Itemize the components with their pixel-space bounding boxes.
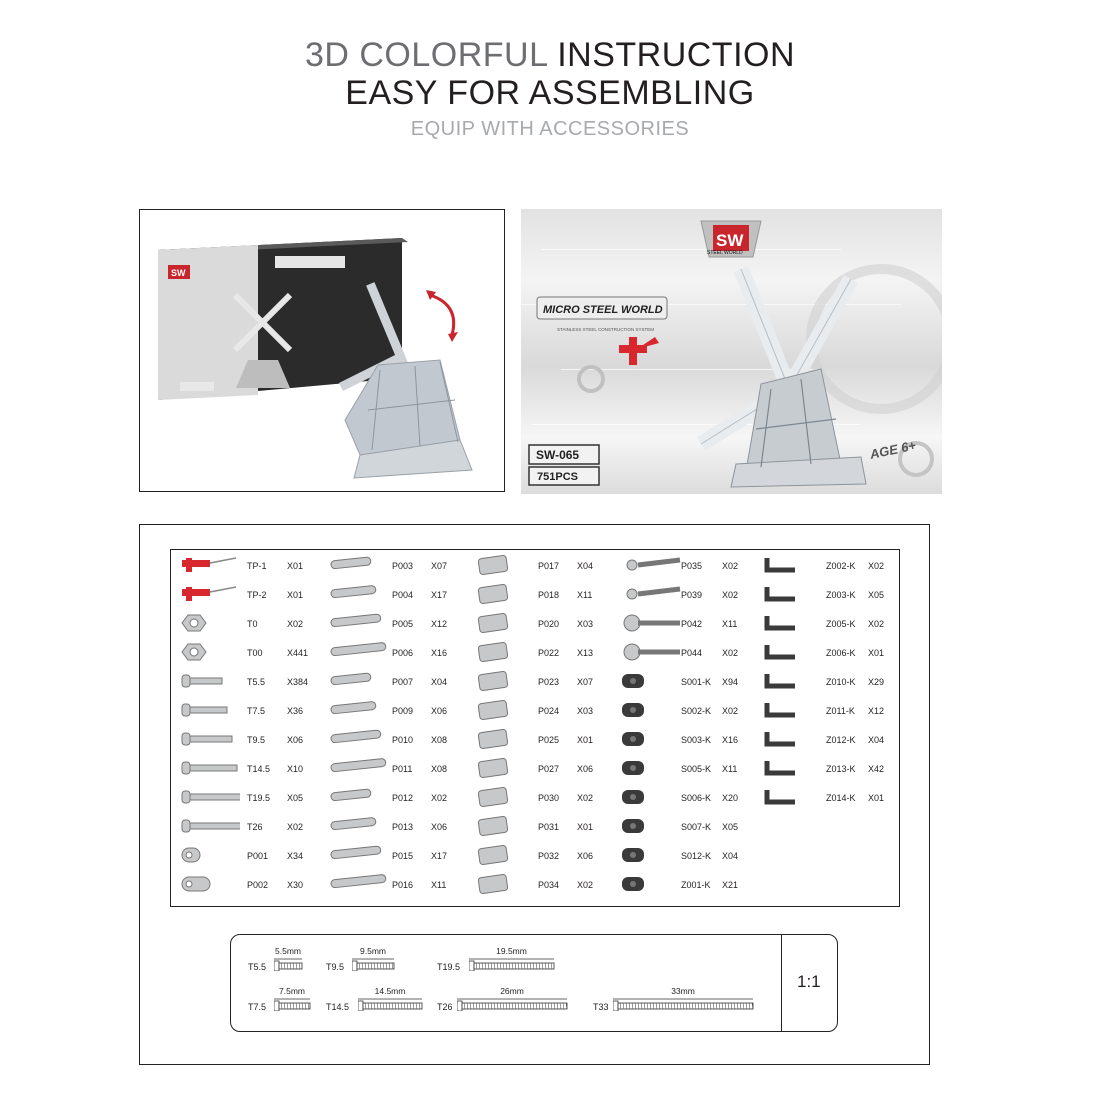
- part-code: T19.5: [247, 793, 271, 803]
- part-item: [618, 583, 758, 605]
- part-quantity: X12: [431, 619, 448, 629]
- headline-line-2: EASY FOR ASSEMBLING: [345, 74, 755, 112]
- part-code: Z001-K: [681, 880, 711, 890]
- part-quantity: X384: [287, 677, 309, 687]
- part-code: P004: [392, 590, 414, 600]
- part-code: T0: [247, 619, 258, 629]
- part-item: [763, 670, 903, 692]
- part-quantity: X21: [722, 880, 739, 890]
- part-quantity: X08: [431, 764, 448, 774]
- part-item: [473, 815, 613, 837]
- part-quantity: X02: [722, 706, 739, 716]
- box-photo: [139, 209, 505, 492]
- part-quantity: X11: [577, 590, 593, 600]
- part-code: T9.5: [247, 735, 266, 745]
- part-code: TP-2: [247, 590, 267, 600]
- product-brand-logo: SW: [716, 231, 744, 250]
- screw-drawing: [613, 997, 757, 1011]
- part-quantity: X30: [287, 880, 304, 890]
- part-quantity: X01: [577, 822, 594, 832]
- part-quantity: X02: [722, 648, 739, 658]
- screw-name: T26: [437, 1002, 453, 1012]
- part-quantity: X03: [577, 706, 594, 716]
- part-quantity: X02: [431, 793, 448, 803]
- part-item: [618, 699, 758, 721]
- screw-name: T5.5: [248, 962, 267, 972]
- part-item: [618, 873, 758, 895]
- part-code: Z003-K: [826, 590, 856, 600]
- part-quantity: X02: [868, 561, 885, 571]
- part-quantity: X04: [868, 735, 885, 745]
- part-item: [327, 641, 467, 663]
- part-code: P001: [247, 851, 269, 861]
- part-item: [763, 583, 903, 605]
- part-code: TP-1: [247, 561, 267, 571]
- part-item: [180, 612, 320, 634]
- part-quantity: X02: [722, 590, 739, 600]
- product-age-label: AGE 6+: [868, 437, 918, 462]
- part-item: [763, 786, 903, 808]
- part-quantity: X11: [431, 880, 447, 890]
- part-code: P012: [392, 793, 414, 803]
- part-code: S001-K: [681, 677, 712, 687]
- part-item: [618, 641, 758, 663]
- part-item: [473, 699, 613, 721]
- part-item: [327, 699, 467, 721]
- part-item: [763, 612, 903, 634]
- part-item: [327, 728, 467, 750]
- screw-drawing: [274, 997, 314, 1011]
- part-item: [180, 757, 320, 779]
- part-quantity: X02: [722, 561, 739, 571]
- part-code: P006: [392, 648, 414, 658]
- product-illustration: [521, 209, 942, 494]
- part-code: P018: [538, 590, 560, 600]
- part-code: P016: [392, 880, 414, 890]
- part-quantity: X03: [577, 619, 594, 629]
- screw-length: 5.5mm: [275, 946, 301, 956]
- part-quantity: X11: [722, 764, 738, 774]
- part-code: P031: [538, 822, 560, 832]
- screw-drawing: [457, 997, 571, 1011]
- screw-name: T14.5: [326, 1002, 350, 1012]
- part-item: [327, 873, 467, 895]
- part-quantity: X36: [287, 706, 304, 716]
- screw-drawing: [358, 997, 426, 1011]
- part-code: T00: [247, 648, 263, 658]
- part-quantity: X07: [431, 561, 448, 571]
- part-quantity: X01: [868, 793, 885, 803]
- headline-subtitle: EQUIP WITH ACCESSORIES: [410, 118, 690, 140]
- part-quantity: X12: [868, 706, 885, 716]
- screw-name: T19.5: [437, 962, 461, 972]
- part-code: P013: [392, 822, 414, 832]
- part-code: P032: [538, 851, 560, 861]
- part-code: P034: [538, 880, 560, 890]
- part-item: [327, 612, 467, 634]
- headline-line-1: 3D COLORFUL INSTRUCTION: [304, 36, 796, 74]
- part-code: P039: [681, 590, 703, 600]
- part-code: S007-K: [681, 822, 712, 832]
- screw-length: 14.5mm: [374, 986, 406, 996]
- part-quantity: X05: [868, 590, 885, 600]
- screw-drawing: [469, 957, 558, 971]
- part-code: S003-K: [681, 735, 712, 745]
- part-quantity: X08: [431, 735, 448, 745]
- part-item: [180, 815, 320, 837]
- part-quantity: X01: [868, 648, 885, 658]
- box-brand-logo: SW: [171, 268, 186, 278]
- part-item: [763, 641, 903, 663]
- part-code: P023: [538, 677, 560, 687]
- part-code: P035: [681, 561, 703, 571]
- part-code: P003: [392, 561, 414, 571]
- part-quantity: X07: [577, 677, 594, 687]
- part-quantity: X02: [287, 619, 304, 629]
- part-item: [763, 554, 903, 576]
- part-item: [618, 815, 758, 837]
- part-code: P015: [392, 851, 414, 861]
- part-item: [473, 786, 613, 808]
- part-code: P007: [392, 677, 414, 687]
- part-quantity: X11: [722, 619, 738, 629]
- screw-drawing: [352, 957, 398, 971]
- screw-name: T33: [593, 1002, 609, 1012]
- product-model-number: SW-065: [536, 448, 580, 462]
- part-item: [180, 641, 320, 663]
- part-item: [473, 670, 613, 692]
- part-code: Z002-K: [826, 561, 856, 571]
- screw-length: 7.5mm: [279, 986, 305, 996]
- part-quantity: X01: [577, 735, 594, 745]
- part-quantity: X04: [722, 851, 739, 861]
- part-code: P024: [538, 706, 560, 716]
- part-item: [473, 728, 613, 750]
- part-item: [473, 757, 613, 779]
- screw-length: 19.5mm: [496, 946, 527, 956]
- part-code: Z012-K: [826, 735, 856, 745]
- part-quantity: X06: [431, 706, 448, 716]
- part-item: [473, 844, 613, 866]
- part-quantity: X05: [287, 793, 304, 803]
- part-item: [763, 699, 903, 721]
- part-code: P042: [681, 619, 703, 629]
- screw-name: T9.5: [326, 962, 345, 972]
- part-code: Z014-K: [826, 793, 856, 803]
- part-code: S005-K: [681, 764, 712, 774]
- part-quantity: X94: [722, 677, 739, 687]
- part-code: P022: [538, 648, 560, 658]
- part-quantity: X02: [577, 793, 594, 803]
- scale-ratio: 1:1: [797, 972, 821, 991]
- part-code: Z010-K: [826, 677, 856, 687]
- part-quantity: X02: [287, 822, 304, 832]
- part-quantity: X04: [431, 677, 448, 687]
- part-quantity: X01: [287, 590, 304, 600]
- part-quantity: X06: [431, 822, 448, 832]
- part-code: S012-K: [681, 851, 712, 861]
- part-item: [180, 728, 320, 750]
- part-code: P030: [538, 793, 560, 803]
- part-quantity: X02: [577, 880, 594, 890]
- part-item: [180, 844, 320, 866]
- part-code: P011: [392, 764, 413, 774]
- part-item: [473, 554, 613, 576]
- part-quantity: X29: [868, 677, 885, 687]
- product-series-sub: STAINLESS STEEL CONSTRUCTION SYSTEM: [557, 327, 655, 332]
- part-code: T5.5: [247, 677, 266, 687]
- part-item: [180, 873, 320, 895]
- part-item: [180, 670, 320, 692]
- part-item: [180, 699, 320, 721]
- part-item: [618, 844, 758, 866]
- part-item: [327, 583, 467, 605]
- part-item: [473, 612, 613, 634]
- part-item: [763, 728, 903, 750]
- part-quantity: X34: [287, 851, 304, 861]
- part-quantity: X05: [722, 822, 739, 832]
- part-item: [180, 583, 320, 605]
- part-item: [327, 757, 467, 779]
- part-item: [180, 786, 320, 808]
- part-code: T14.5: [247, 764, 271, 774]
- part-quantity: X17: [431, 590, 448, 600]
- part-quantity: X441: [287, 648, 309, 658]
- part-code: P027: [538, 764, 560, 774]
- part-quantity: X02: [868, 619, 885, 629]
- part-quantity: X06: [577, 764, 594, 774]
- part-item: [618, 670, 758, 692]
- part-code: Z013-K: [826, 764, 856, 774]
- part-code: P009: [392, 706, 414, 716]
- part-quantity: X04: [577, 561, 594, 571]
- part-code: P010: [392, 735, 414, 745]
- part-code: Z011-K: [826, 706, 855, 716]
- part-item: [327, 670, 467, 692]
- part-code: T26: [247, 822, 263, 832]
- part-code: P044: [681, 648, 703, 658]
- part-item: [473, 641, 613, 663]
- part-quantity: X16: [431, 648, 448, 658]
- part-item: [618, 728, 758, 750]
- screw-name: T7.5: [248, 1002, 267, 1012]
- part-quantity: X06: [287, 735, 304, 745]
- part-code: P020: [538, 619, 560, 629]
- product-photo: [521, 209, 942, 494]
- screw-length: 33mm: [671, 986, 695, 996]
- product-brand-sub: STEEL WORLD: [707, 250, 743, 256]
- part-item: [327, 554, 467, 576]
- part-item: [180, 554, 320, 576]
- part-code: P017: [538, 561, 560, 571]
- part-item: [618, 554, 758, 576]
- product-series-name: MICRO STEEL WORLD: [543, 304, 663, 316]
- part-quantity: X10: [287, 764, 304, 774]
- screw-length: 9.5mm: [360, 946, 386, 956]
- part-item: [327, 844, 467, 866]
- part-code: T7.5: [247, 706, 266, 716]
- part-code: P025: [538, 735, 560, 745]
- part-quantity: X13: [577, 648, 594, 658]
- screw-length: 26mm: [500, 986, 524, 996]
- part-code: S002-K: [681, 706, 712, 716]
- part-item: [763, 757, 903, 779]
- scale-divider: [781, 934, 782, 1032]
- part-quantity: X01: [287, 561, 304, 571]
- part-item: [618, 612, 758, 634]
- product-piece-count: 751PCS: [537, 471, 578, 483]
- part-item: [473, 583, 613, 605]
- part-code: Z005-K: [826, 619, 856, 629]
- part-quantity: X16: [722, 735, 739, 745]
- part-quantity: X42: [868, 764, 885, 774]
- part-item: [327, 786, 467, 808]
- part-code: P002: [247, 880, 269, 890]
- part-code: S006-K: [681, 793, 712, 803]
- part-quantity: X06: [577, 851, 594, 861]
- part-item: [618, 786, 758, 808]
- part-item: [618, 757, 758, 779]
- part-quantity: X20: [722, 793, 739, 803]
- part-quantity: X17: [431, 851, 448, 861]
- part-item: [473, 873, 613, 895]
- part-code: Z006-K: [826, 648, 856, 658]
- part-item: [327, 815, 467, 837]
- box-and-model-illustration: [140, 210, 505, 492]
- screw-drawing: [274, 957, 306, 971]
- part-code: P005: [392, 619, 414, 629]
